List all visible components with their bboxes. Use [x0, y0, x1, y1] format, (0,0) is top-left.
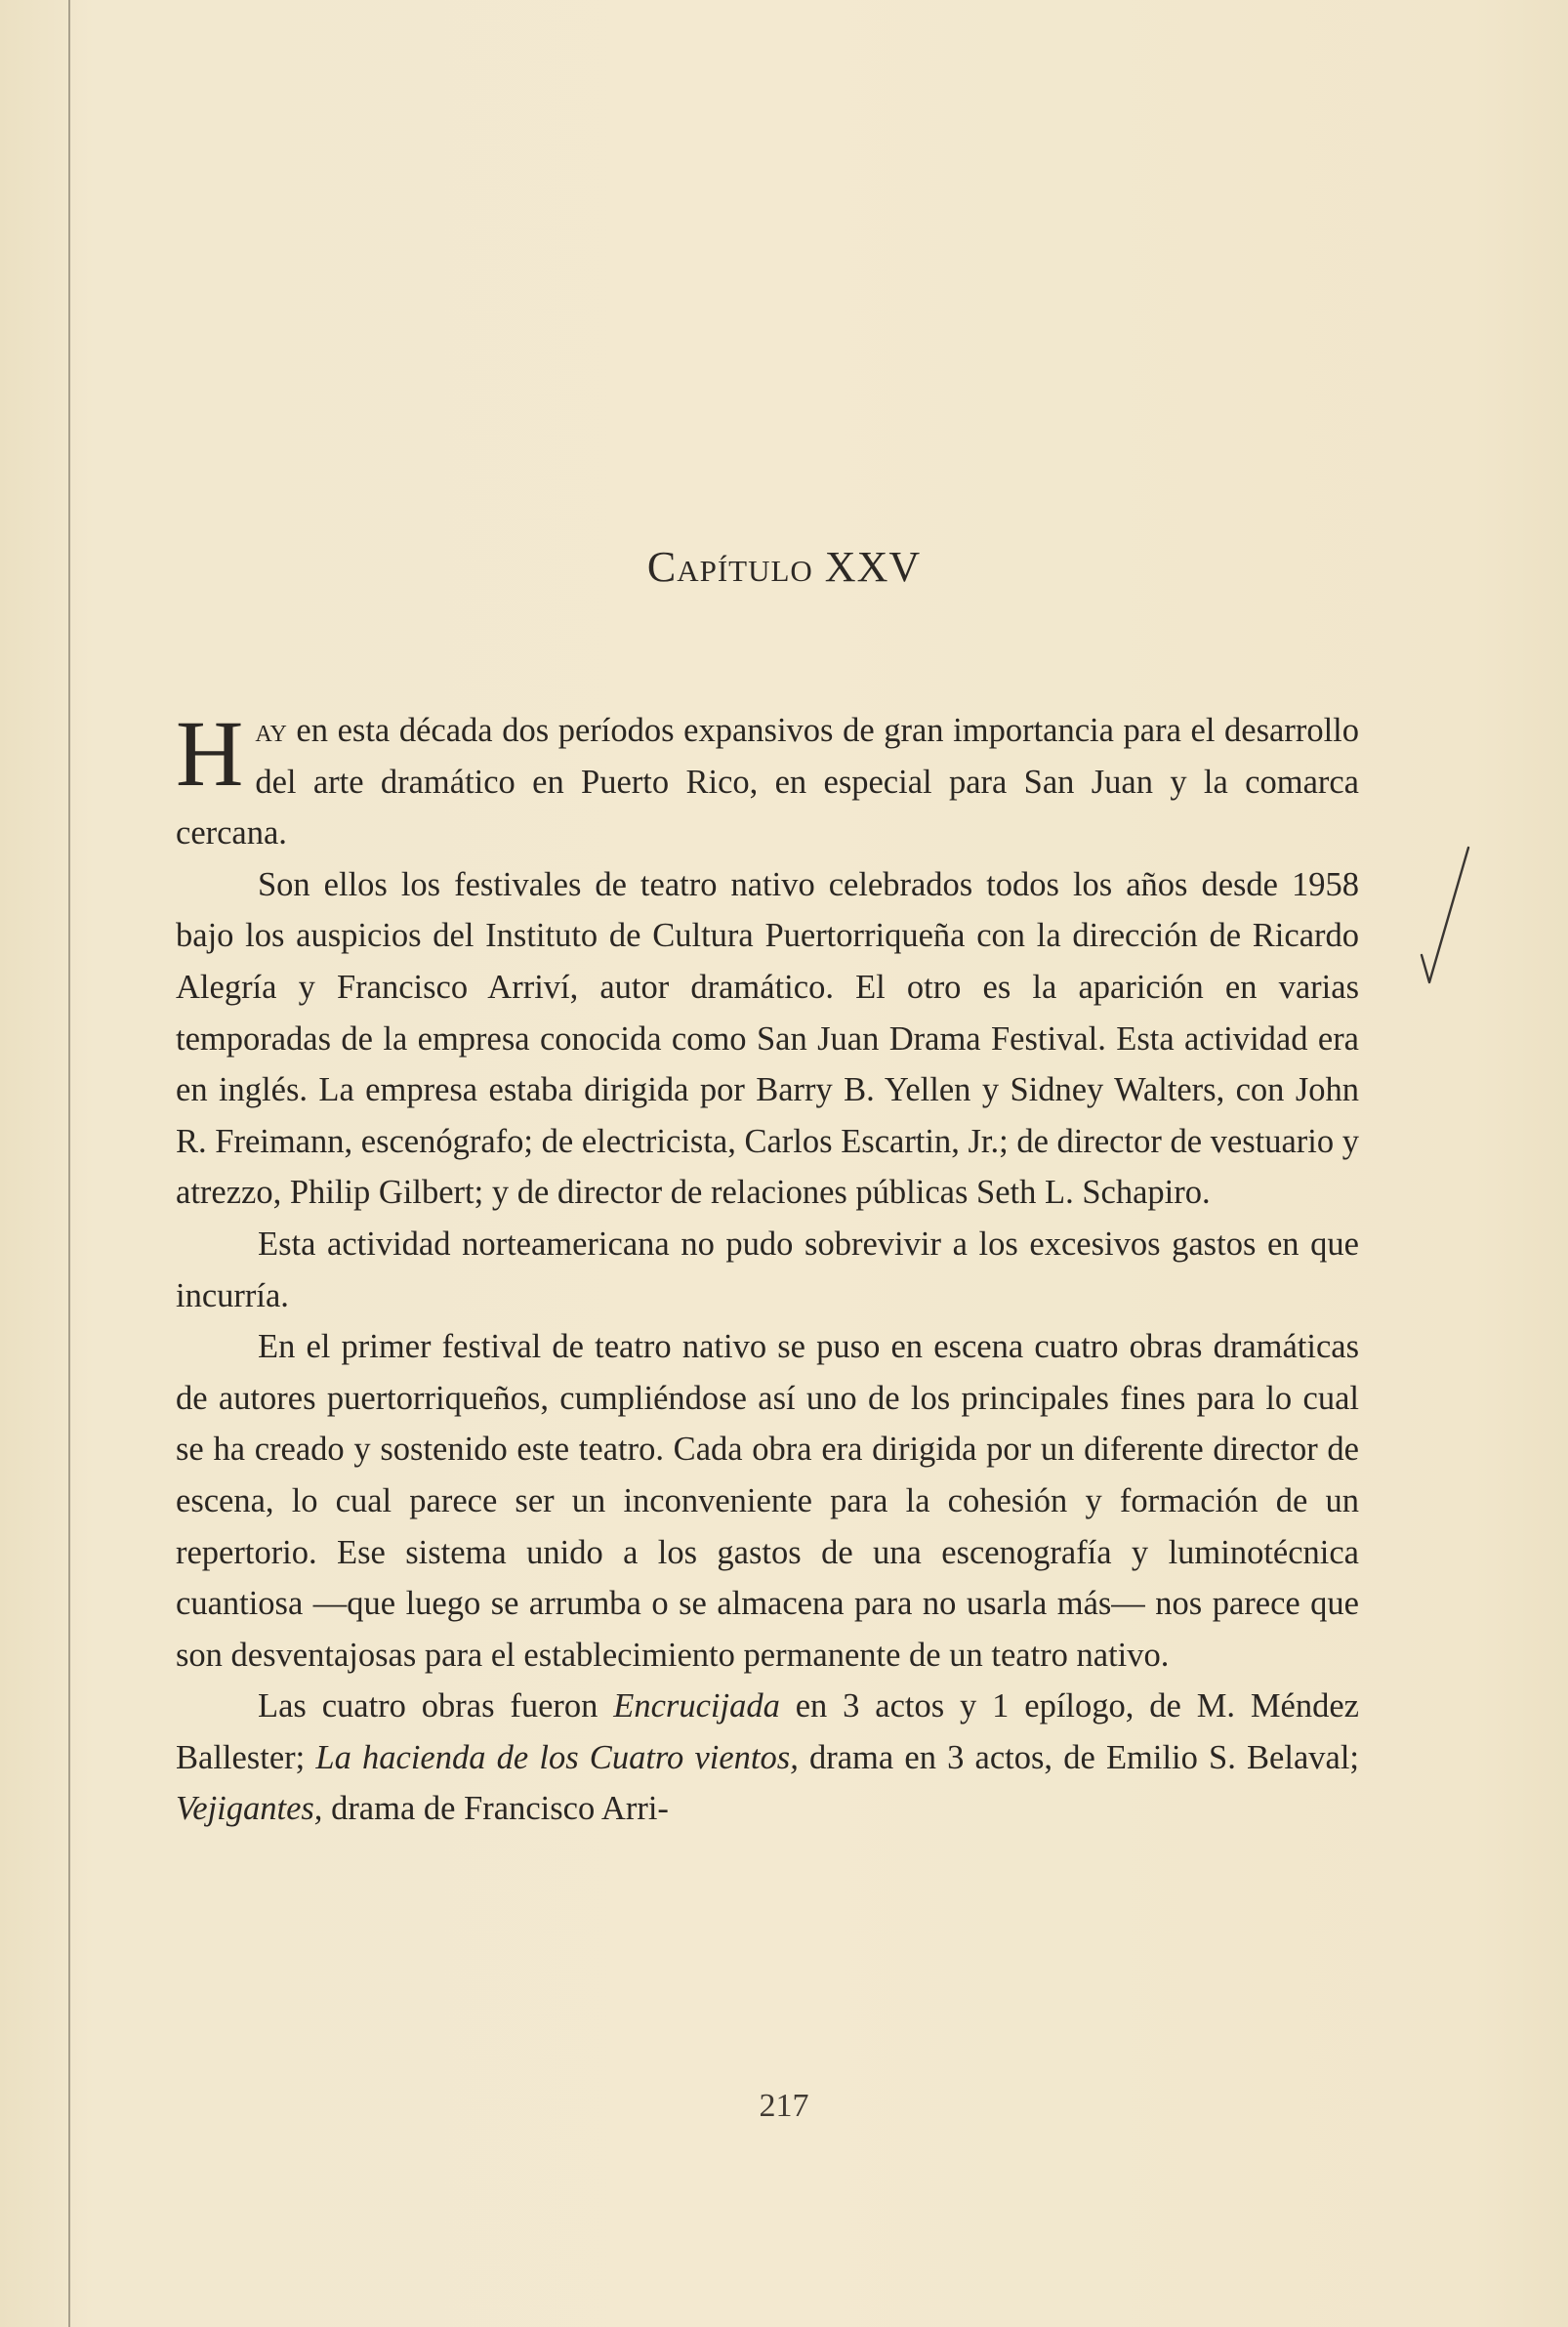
title-la-hacienda: La hacienda de los Cuatro vientos, — [315, 1738, 799, 1776]
paragraph-1 — [176, 701, 1359, 859]
paragraph-5-seg-5: drama en 3 actos, de Emilio S. Belaval; — [798, 1738, 1359, 1776]
body-text — [176, 701, 1359, 1835]
paragraph-4 — [176, 1321, 1359, 1681]
drop-cap: H — [176, 701, 244, 806]
spine-shadow-line — [68, 0, 70, 2327]
paragraph-3-text: Esta actividad norteamericana no pudo sobrevivir a los excesivos gastos en que incurría. — [176, 1225, 1359, 1314]
checkmark-pencil-icon — [1418, 840, 1476, 986]
paragraph-5 — [176, 1681, 1359, 1835]
paragraph-2-text: Son ellos los festivales de teatro nativo celebrados todos los años desde 1958 bajo los auspicios del Instituto de Cultura Puertorriqueña con la dirección de Ricardo Alegría y Francisco Arriví, autor dramático. El otro es la aparición en varias temporadas de la empresa conocida como San Juan Drama Festival. Esta actividad era en inglés. La empresa estaba dirigida por Barry B. Yellen y Sidney Walters, con John R. Freimann, escenógrafo; de electricista, Carlos Escartin, Jr.; de director de vestuario y atrezzo, Philip Gilbert; y de director de relaciones públicas Seth L. Schapiro. — [176, 865, 1359, 1212]
opening-smallcaps: ay — [255, 712, 287, 749]
paragraph-4-text: En el primer festival de teatro nativo se puso en escena cuatro obras dramáticas de autores puertorriqueños, cumpliéndose así uno de los principales fines para lo cual se ha creado y sostenido este teatro. Cada obra era dirigida por un diferente director de escena, lo cual parece ser un inconveniente para la cohesión y formación de un repertorio. Ese sistema unido a los gastos de una escenografía y luminotécnica cuantiosa —que luego se arrumba o se almacena para no usarla más— nos parece que son desventajosas para el establecimiento permanente de un teatro nativo. — [176, 1328, 1359, 1674]
chapter-title — [0, 542, 1568, 592]
paragraph-1-text: en esta década dos períodos expansivos de gran importancia para el desarrollo del arte dramático en Puerto Rico, en especial para San Juan y la comarca cercana. — [176, 712, 1359, 852]
paragraph-2 — [176, 859, 1359, 1219]
page-number-text: 217 — [759, 2088, 809, 2124]
title-encrucijada: Encrucijada — [613, 1687, 780, 1725]
paragraph-5-seg-3: en 3 actos y 1 epílogo, de M. Méndez Ballester; — [176, 1687, 1359, 1776]
title-vejigantes: Vejigantes, — [176, 1790, 323, 1828]
chapter-title-text: Capítulo XXV — [646, 543, 922, 591]
paragraph-3 — [176, 1219, 1359, 1321]
paragraph-5-seg-7: drama de Francisco Arri- — [322, 1790, 669, 1828]
page-number — [0, 2088, 1568, 2125]
paragraph-5-seg-1: Las cuatro obras fueron — [258, 1687, 614, 1725]
